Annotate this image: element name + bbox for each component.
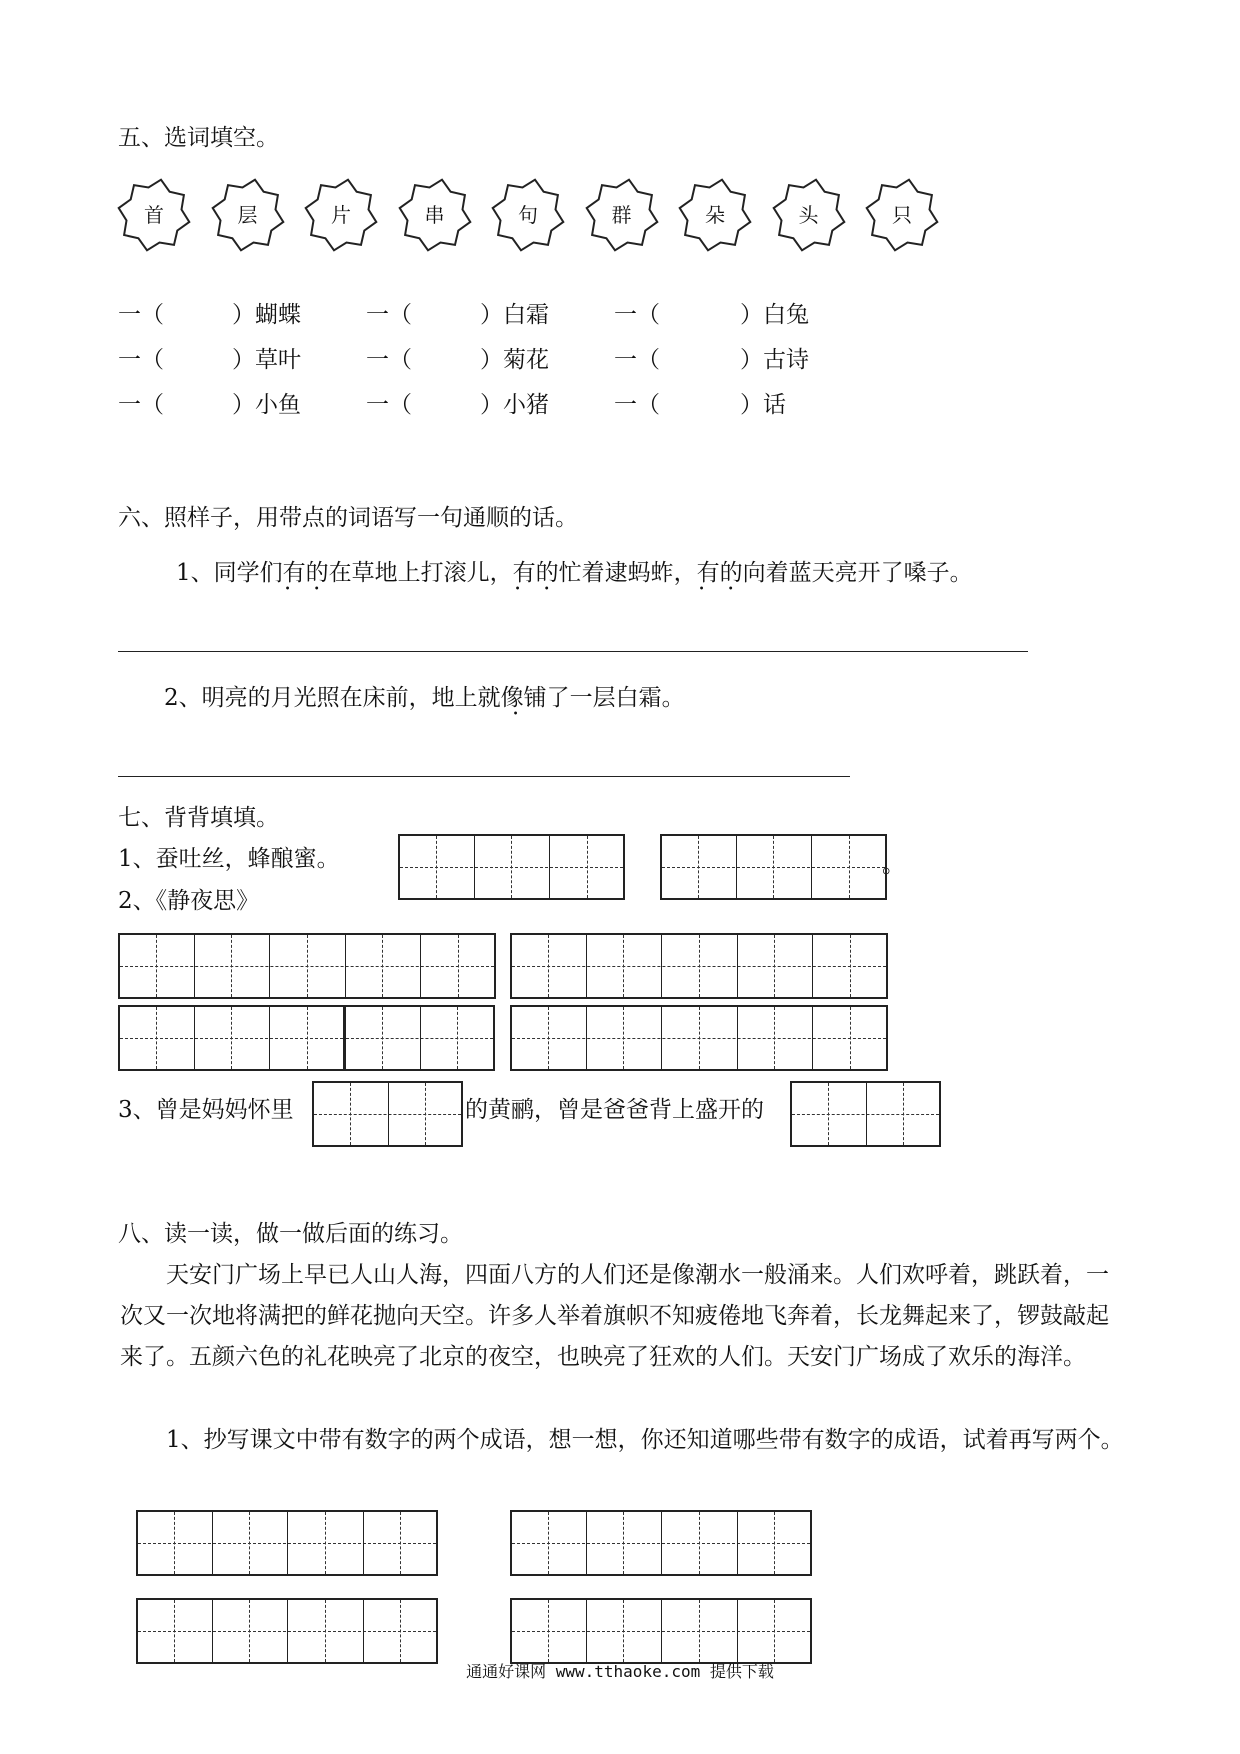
recite-q3-b: 的黄鹂，曾是爸爸背上盛开的 xyxy=(465,1097,764,1123)
sentence-part: 2、明亮的月光照在床前，地上就 xyxy=(164,685,501,711)
writing-grid[interactable] xyxy=(510,1005,888,1071)
fill-blank-prefix: 一（ xyxy=(118,392,164,418)
word-star-label: 串 xyxy=(424,203,445,227)
writing-grid[interactable] xyxy=(344,1005,495,1071)
grid-cell-border xyxy=(866,1083,867,1145)
grid-cell-border xyxy=(586,1600,587,1662)
grid-midline xyxy=(400,1512,401,1574)
fill-blank-word: ）话 xyxy=(740,392,786,418)
fill-blank-prefix: 一（ xyxy=(366,347,412,373)
grid-cell-border xyxy=(420,1007,421,1069)
word-star-label: 层 xyxy=(237,203,258,227)
grid-midline xyxy=(325,1512,326,1574)
grid-midline xyxy=(699,1007,700,1069)
sentence-part: 在草地上打滚儿， xyxy=(328,560,513,586)
reading-question-1: 1、抄写课文中带有数字的两个成语，想一想，你还知道哪些带有数字的成语，试着再写两个。 xyxy=(166,1427,1124,1453)
recite-q1-end: 。 xyxy=(882,852,905,878)
grid-midline xyxy=(587,836,588,898)
grid-cell-border xyxy=(345,935,346,997)
grid-midline xyxy=(699,1600,700,1662)
fill-blank-prefix: 一（ xyxy=(366,302,412,328)
writing-grid[interactable] xyxy=(312,1081,463,1147)
grid-midline xyxy=(231,1007,232,1069)
fill-blank-input[interactable] xyxy=(164,300,228,330)
writing-grid[interactable] xyxy=(510,1598,812,1664)
writing-grid[interactable] xyxy=(510,933,888,999)
writing-grid[interactable] xyxy=(398,834,625,900)
word-star-label: 群 xyxy=(611,203,632,227)
grid-cell-border xyxy=(194,1007,195,1069)
grid-midline xyxy=(623,1600,624,1662)
grid-midline xyxy=(425,1083,426,1145)
writing-grid[interactable] xyxy=(118,1005,345,1071)
grid-midline xyxy=(623,1512,624,1574)
grid-midline xyxy=(458,935,459,997)
grid-midline xyxy=(436,836,437,898)
word-star-label: 只 xyxy=(892,203,912,227)
section-5-title: 五、选词填空。 xyxy=(118,125,279,151)
dotted-word: 像 xyxy=(500,685,524,711)
word-star xyxy=(491,178,565,252)
grid-cell-border xyxy=(549,836,550,898)
section-8-title: 八、读一读，做一做后面的练习。 xyxy=(118,1221,463,1247)
grid-midline xyxy=(156,1007,157,1069)
section-6-title: 六、照样子，用带点的词语写一句通顺的话。 xyxy=(118,505,578,531)
word-star xyxy=(211,178,285,252)
grid-midline xyxy=(174,1600,175,1662)
grid-cell-border xyxy=(194,935,195,997)
dotted-word: 有的 • • xyxy=(283,558,329,588)
word-star-label: 句 xyxy=(518,203,538,227)
word-star-label: 片 xyxy=(331,203,351,227)
word-star xyxy=(585,178,659,252)
grid-midline xyxy=(307,935,308,997)
fill-blank-word: ）小猪 xyxy=(480,392,549,418)
writing-grid[interactable] xyxy=(136,1598,438,1664)
grid-cell-border xyxy=(811,836,812,898)
fill-blank-input[interactable] xyxy=(412,300,476,330)
example-sentence-1 xyxy=(176,558,973,588)
word-star-label: 朵 xyxy=(705,203,725,227)
word-star xyxy=(117,178,191,252)
grid-cell-border xyxy=(737,1600,738,1662)
fill-blank-prefix: 一（ xyxy=(614,347,660,373)
footer-text: 通通好课网 www.tthaoke.com 提供下载 xyxy=(466,1662,774,1681)
grid-midline xyxy=(849,836,850,898)
grid-midline xyxy=(850,935,851,997)
recite-q2: 2、《静夜思》 xyxy=(118,888,260,914)
grid-midline xyxy=(156,935,157,997)
fill-blank-input[interactable] xyxy=(164,390,228,420)
grid-midline xyxy=(548,1007,549,1069)
fill-blank-word: ）古诗 xyxy=(740,347,809,373)
grid-cell-border xyxy=(269,935,270,997)
grid-midline xyxy=(623,935,624,997)
sentence-part: 忙着逮蚂蚱， xyxy=(558,560,697,586)
grid-midline xyxy=(350,1083,351,1145)
grid-midline xyxy=(828,1083,829,1145)
fill-blank-word: ）白兔 xyxy=(740,302,809,328)
fill-blank-input[interactable] xyxy=(412,345,476,375)
grid-cell-border xyxy=(586,1512,587,1574)
writing-grid[interactable] xyxy=(660,834,887,900)
grid-cell-border xyxy=(212,1600,213,1662)
grid-cell-border xyxy=(586,935,587,997)
word-star xyxy=(304,178,378,252)
dotted-word: 有的 • • xyxy=(513,558,559,588)
grid-midline xyxy=(774,1600,775,1662)
example-sentence-2 xyxy=(164,683,685,713)
grid-midline xyxy=(382,1007,383,1069)
grid-cell-border xyxy=(363,1600,364,1662)
word-star xyxy=(772,178,846,252)
fill-blank-word: ）蝴蝶 xyxy=(232,302,301,328)
grid-midline xyxy=(231,935,232,997)
dotted-word: 有的 • • xyxy=(697,558,743,588)
grid-midline xyxy=(623,1007,624,1069)
grid-midline xyxy=(774,1007,775,1069)
grid-midline xyxy=(249,1600,250,1662)
grid-cell-border xyxy=(661,935,662,997)
fill-blank-word: ）白霜 xyxy=(480,302,549,328)
grid-cell-border xyxy=(812,1007,813,1069)
grid-cell-border xyxy=(737,935,738,997)
writing-grid[interactable] xyxy=(510,1510,812,1576)
grid-midline xyxy=(457,1007,458,1069)
grid-cell-border xyxy=(737,1007,738,1069)
grid-midline xyxy=(773,836,774,898)
word-star-label: 头 xyxy=(798,203,819,227)
sentence-part: 向着蓝天亮开了嗓子。 xyxy=(742,560,973,586)
sentence-part: 1、同学们 xyxy=(176,560,283,586)
word-star xyxy=(678,178,752,252)
grid-midline xyxy=(174,1512,175,1574)
grid-midline xyxy=(511,836,512,898)
grid-cell-border xyxy=(737,1512,738,1574)
grid-cell-border xyxy=(269,1007,270,1069)
grid-cell-border xyxy=(420,935,421,997)
fill-blank-prefix: 一（ xyxy=(366,392,412,418)
grid-cell-border xyxy=(661,1600,662,1662)
writing-grid[interactable] xyxy=(136,1510,438,1576)
grid-midline xyxy=(850,1007,851,1069)
fill-blank-word: ）小鱼 xyxy=(232,392,301,418)
section-7-title: 七、背背填填。 xyxy=(118,805,279,831)
grid-midline xyxy=(548,935,549,997)
grid-cell-border xyxy=(736,836,737,898)
writing-grid[interactable] xyxy=(118,933,496,999)
fill-blank-word: ）草叶 xyxy=(232,347,301,373)
grid-cell-border xyxy=(388,1083,389,1145)
grid-midline xyxy=(774,935,775,997)
fill-blank-prefix: 一（ xyxy=(118,302,164,328)
grid-midline xyxy=(249,1512,250,1574)
grid-cell-border xyxy=(287,1512,288,1574)
grid-cell-border xyxy=(212,1512,213,1574)
grid-cell-border xyxy=(474,836,475,898)
word-star xyxy=(398,178,472,252)
grid-midline xyxy=(903,1083,904,1145)
recite-q1: 1、蚕吐丝，蜂酿蜜。 xyxy=(118,846,340,872)
grid-cell-border xyxy=(586,1007,587,1069)
sentence-part: 铺了一层白霜。 xyxy=(523,685,685,711)
fill-blank-input[interactable] xyxy=(164,345,228,375)
word-star xyxy=(865,178,939,252)
grid-cell-border xyxy=(661,1512,662,1574)
word-star-label: 首 xyxy=(144,203,164,227)
fill-blank-input[interactable] xyxy=(412,390,476,420)
fill-blank-input[interactable] xyxy=(660,345,736,375)
fill-blank-word: ）菊花 xyxy=(480,347,549,373)
grid-cell-border xyxy=(287,1600,288,1662)
grid-midline xyxy=(400,1600,401,1662)
fill-blank-prefix: 一（ xyxy=(614,392,660,418)
answer-line-1[interactable] xyxy=(118,651,1028,652)
grid-midline xyxy=(774,1512,775,1574)
grid-cell-border xyxy=(812,935,813,997)
grid-midline xyxy=(698,836,699,898)
grid-midline xyxy=(325,1600,326,1662)
grid-midline xyxy=(699,1512,700,1574)
fill-blank-prefix: 一（ xyxy=(614,302,660,328)
reading-passage: 天安门广场上早已人山人海，四面八方的人们还是像潮水一般涌来。人们欢呼着，跳跃着，一次又一次地将满把的鲜花抛向天空。许多人举着旗帜不知疲倦地飞奔着，长龙舞起来了，锣鼓敲起来了。五颜六色的礼花映亮了北京的夜空，也映亮了狂欢的人们。天安门广场成了欢乐的海洋。 xyxy=(120,1262,1109,1370)
grid-midline xyxy=(548,1512,549,1574)
grid-midline xyxy=(699,935,700,997)
grid-midline xyxy=(307,1007,308,1069)
recite-q3-a: 3、曾是妈妈怀里 xyxy=(118,1097,294,1123)
grid-cell-border xyxy=(363,1512,364,1574)
grid-cell-border xyxy=(661,1007,662,1069)
fill-blank-input[interactable] xyxy=(660,390,736,420)
fill-blank-prefix: 一（ xyxy=(118,347,164,373)
grid-midline xyxy=(382,935,383,997)
grid-midline xyxy=(548,1600,549,1662)
writing-grid[interactable] xyxy=(790,1081,941,1147)
fill-blank-input[interactable] xyxy=(660,300,736,330)
answer-line-2[interactable] xyxy=(118,776,850,777)
